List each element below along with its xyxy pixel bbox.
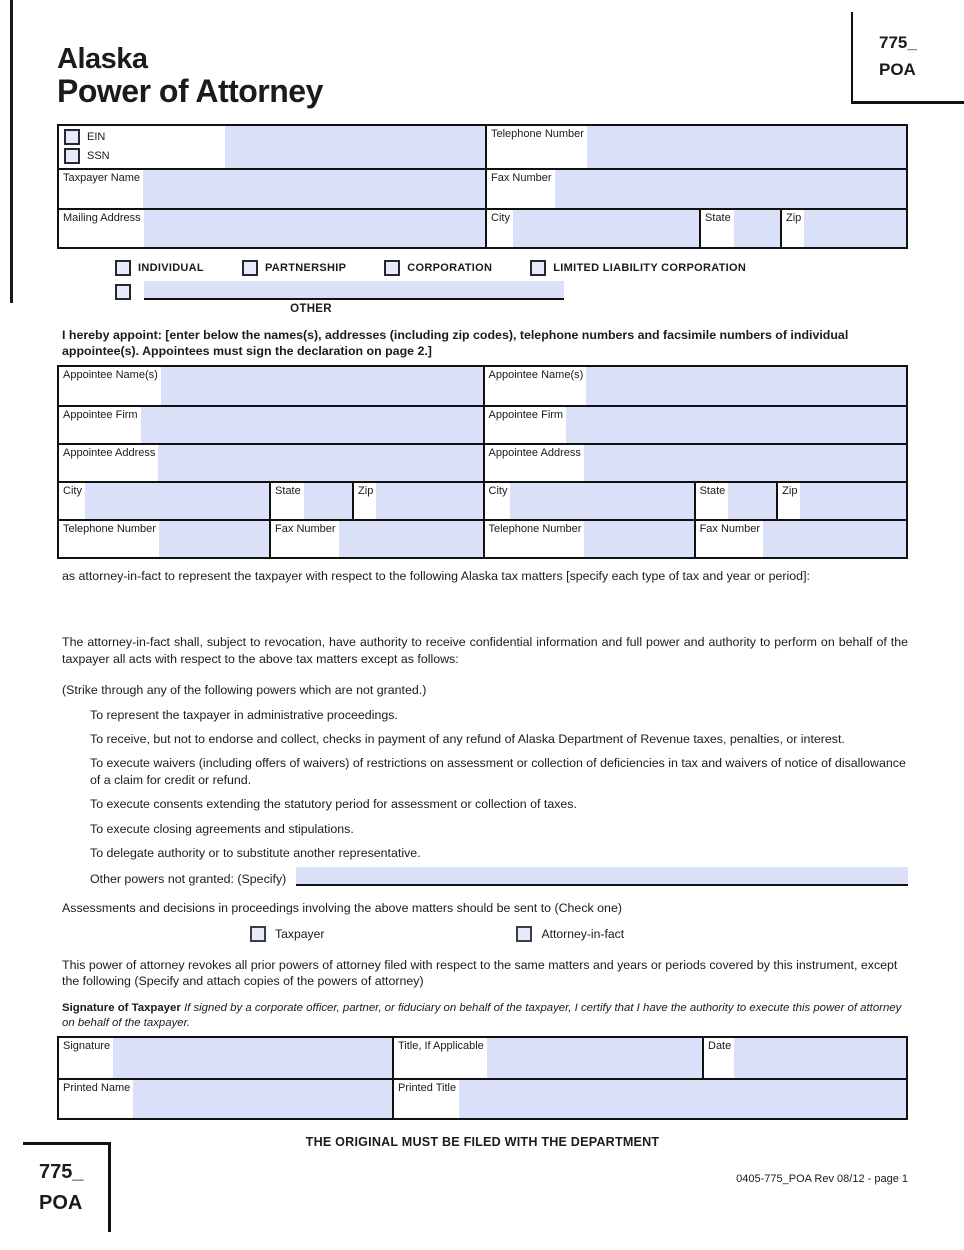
form-code-suffix: POA <box>879 60 916 79</box>
form-code-number: 775_ <box>39 1161 84 1183</box>
appointee2-state-cell <box>694 483 777 519</box>
appointee2-state-input-field[interactable] <box>728 483 776 519</box>
appointee1-firm-cell <box>59 407 483 443</box>
appointee1-address-label: Appointee Address <box>59 445 158 481</box>
signature-heading-italic: If signed by a corporate officer, partner, or fiduciary on behalf of the taxpayer, I certify that I have the authority to execute this power of attorney on behalf of the taxpayer. <box>62 1001 902 1029</box>
appointee2-address-cell <box>485 445 907 481</box>
appointee1-zip-label: Zip <box>354 483 376 519</box>
printed-name-label: Printed Name <box>59 1080 133 1118</box>
printed-title-input-field[interactable] <box>459 1080 906 1118</box>
ssn-checkbox[interactable] <box>64 148 80 164</box>
power-item: To represent the taxpayer in administrative proceedings. <box>90 707 398 722</box>
appointee1-address-input-field[interactable] <box>158 445 482 481</box>
llc-checkbox[interactable] <box>530 260 546 276</box>
appointee2-fax-input-field[interactable] <box>763 521 906 557</box>
revocation-paragraph: This power of attorney revokes all prior powers of attorney filed with respect to the same matters and years or periods covered by this instrument, except the following (Specify and attach copies of the powers of attorney) <box>62 957 898 989</box>
strike-note: (Strike through any of the following powers which are not granted.) <box>62 683 427 698</box>
appointee2-firm-input-field[interactable] <box>566 407 906 443</box>
entity-other-row <box>57 281 908 300</box>
assess-option-attorney <box>516 926 624 942</box>
fax-input-field[interactable] <box>555 170 906 208</box>
original-filing-note: THE ORIGINAL MUST BE FILED WITH THE DEPARTMENT <box>305 1134 660 1149</box>
attorney-fact-line: as attorney-in-fact to represent the taxpayer with respect to the following Alaska tax matters [specify each type of tax and year or period]: <box>62 568 810 583</box>
other-entity-input-field[interactable] <box>144 281 564 300</box>
appointee1-city-label: City <box>59 483 85 519</box>
city-label: City <box>487 210 513 247</box>
assessments-options-row <box>57 926 908 942</box>
appointee2-firm-label: Appointee Firm <box>485 407 567 443</box>
form-content <box>57 0 908 1185</box>
title-label: Title, If Applicable <box>394 1038 487 1078</box>
appointee2-city-label: City <box>485 483 511 519</box>
other-powers-input-field[interactable] <box>296 867 908 886</box>
appointee1-name-label: Appointee Name(s) <box>59 367 161 405</box>
signature-cell <box>59 1038 392 1078</box>
appointee1-telephone-input-field[interactable] <box>159 521 269 557</box>
title-input-field[interactable] <box>487 1038 702 1078</box>
appointee2-address-label: Appointee Address <box>485 445 584 481</box>
appointee-table <box>57 365 908 559</box>
corporation-checkbox[interactable] <box>384 260 400 276</box>
appointee1-city-cell <box>59 483 269 519</box>
appointee1-firm-label: Appointee Firm <box>59 407 141 443</box>
power-item: To delegate authority or to substitute another representative. <box>90 845 421 860</box>
zip-cell <box>780 210 906 247</box>
appoint-intro-paragraph: I hereby appoint: [enter below the names(s), addresses (including zip codes), telephone numbers and facsimile numbers of individual appointee(s). Appointees must sign the declaration on page 2.] <box>62 327 849 359</box>
appointee2-name-input-field[interactable] <box>586 367 906 405</box>
appointee1-zip-cell <box>352 483 482 519</box>
power-item: To execute closing agreements and stipulations. <box>90 821 354 836</box>
signature-heading <box>62 1001 908 1031</box>
ein-ssn-cell <box>59 126 485 168</box>
signature-heading-bold: Signature of Taxpayer <box>62 1001 181 1014</box>
appointee1-zip-input-field[interactable] <box>376 483 482 519</box>
other-label: OTHER <box>290 302 332 315</box>
appointee2-state-label: State <box>696 483 729 519</box>
printed-title-label: Printed Title <box>394 1080 459 1118</box>
individual-checkbox[interactable] <box>115 260 131 276</box>
telephone-label: Telephone Number <box>487 126 587 168</box>
appointee1-fax-input-field[interactable] <box>339 521 483 557</box>
fax-label: Fax Number <box>487 170 555 208</box>
appointee2-name-label: Appointee Name(s) <box>485 367 587 405</box>
appointee1-state-input-field[interactable] <box>304 483 352 519</box>
partnership-checkbox[interactable] <box>242 260 258 276</box>
appointee2-address-input-field[interactable] <box>584 445 906 481</box>
appointee1-name-cell <box>59 367 483 405</box>
printed-name-input-field[interactable] <box>133 1080 392 1118</box>
appointee2-zip-cell <box>776 483 906 519</box>
entity-option-partnership <box>242 260 346 276</box>
title-cell <box>392 1038 702 1078</box>
other-powers-row <box>90 867 908 886</box>
taxpayer-checkbox[interactable] <box>250 926 266 942</box>
appointee2-zip-label: Zip <box>778 483 800 519</box>
taxpayer-info-table <box>57 124 908 249</box>
appointee2-fax-cell <box>694 521 906 557</box>
individual-label: INDIVIDUAL <box>138 261 204 274</box>
appointee2-city-input-field[interactable] <box>510 483 693 519</box>
state-cell <box>699 210 780 247</box>
appointee2-fax-label: Fax Number <box>696 521 764 557</box>
appointee1-telephone-cell <box>59 521 269 557</box>
appointee1-fax-label: Fax Number <box>271 521 339 557</box>
appointee1-firm-input-field[interactable] <box>141 407 483 443</box>
mailing-address-label: Mailing Address <box>59 210 144 247</box>
assess-option-taxpayer <box>250 926 324 942</box>
city-input-field[interactable] <box>513 210 699 247</box>
power-item: To execute consents extending the statutory period for assessment or collection of taxes. <box>90 797 577 812</box>
title-state: Alaska <box>57 43 148 75</box>
power-item: To receive, but not to endorse and collect, checks in payment of any refund of Alaska Department of Revenue taxes, penalties, or interest. <box>90 732 845 746</box>
zip-label: Zip <box>782 210 804 247</box>
city-cell <box>485 210 699 247</box>
appointee1-telephone-label: Telephone Number <box>59 521 159 557</box>
signature-table <box>57 1036 908 1120</box>
attorney-in-fact-checkbox[interactable] <box>516 926 532 942</box>
appointee2-zip-input-field[interactable] <box>800 483 906 519</box>
other-powers-label: Other powers not granted: (Specify) <box>90 872 287 887</box>
entity-option-llc <box>530 260 746 276</box>
form-code-number: 775_ <box>879 33 917 52</box>
appointee1-name-input-field[interactable] <box>161 367 483 405</box>
mailing-address-cell <box>59 210 485 247</box>
state-label: State <box>701 210 734 247</box>
appointee1-fax-cell <box>269 521 482 557</box>
date-cell <box>702 1038 906 1078</box>
appointee-column-1 <box>59 367 483 557</box>
revision-note: 0405-775_POA Rev 08/12 - page 1 <box>736 1172 908 1185</box>
ssn-label: SSN <box>87 149 110 162</box>
signature-label: Signature <box>59 1038 113 1078</box>
taxpayer-option-label: Taxpayer <box>275 926 325 941</box>
other-checkbox[interactable] <box>115 284 131 300</box>
signature-input-field[interactable] <box>113 1038 392 1078</box>
assessments-intro: Assessments and decisions in proceedings involving the above matters should be sent to (Check one) <box>62 901 622 916</box>
appointee1-state-label: State <box>271 483 304 519</box>
powers-list <box>90 707 908 862</box>
authority-paragraph: The attorney-in-fact shall, subject to revocation, have authority to receive confidential information and full power and authority to perform on behalf of the taxpayer all acts with respect to the above tax matters except as follows: <box>62 635 908 666</box>
ein-checkbox[interactable] <box>64 129 80 145</box>
zip-input-field[interactable] <box>804 210 906 247</box>
fax-cell <box>485 170 906 208</box>
form-code-box-bottom <box>23 1142 111 1232</box>
ein-label: EIN <box>87 130 106 143</box>
scan-edge-line <box>10 0 13 303</box>
entity-option-individual <box>115 260 204 276</box>
telephone-cell <box>485 126 906 168</box>
appointee1-state-cell <box>269 483 352 519</box>
appointee2-name-cell <box>485 367 907 405</box>
llc-label: LIMITED LIABILITY CORPORATION <box>553 261 747 274</box>
form-title <box>57 44 908 110</box>
attorney-option-label: Attorney-in-fact <box>541 926 625 941</box>
printed-name-cell <box>59 1080 392 1118</box>
power-item: To execute waivers (including offers of waivers) of restrictions on assessment or collection of deficiencies in tax and waivers of notice of disallowance of a claim for credit or refund. <box>90 756 906 787</box>
title-form-name: Power of Attorney <box>57 73 323 110</box>
appointee2-telephone-label: Telephone Number <box>485 521 585 557</box>
entity-type-row <box>57 260 908 276</box>
appointee2-city-cell <box>485 483 694 519</box>
appointee2-telephone-input-field[interactable] <box>584 521 693 557</box>
appointee2-firm-cell <box>485 407 907 443</box>
entity-option-corporation <box>384 260 492 276</box>
appointee2-telephone-cell <box>485 521 694 557</box>
date-label: Date <box>704 1038 734 1078</box>
date-input-field[interactable] <box>734 1038 906 1078</box>
appointee-column-2 <box>483 367 907 557</box>
partnership-label: PARTNERSHIP <box>264 261 347 274</box>
printed-title-cell <box>392 1080 906 1118</box>
state-input-field[interactable] <box>734 210 780 247</box>
taxpayer-name-input-field[interactable] <box>143 170 485 208</box>
appointee1-address-cell <box>59 445 483 481</box>
telephone-input-field[interactable] <box>587 126 906 168</box>
corporation-label: CORPORATION <box>407 261 493 274</box>
form-code-suffix: POA <box>39 1192 83 1214</box>
appointee1-city-input-field[interactable] <box>85 483 269 519</box>
taxpayer-name-cell <box>59 170 485 208</box>
taxpayer-name-label: Taxpayer Name <box>59 170 143 208</box>
mailing-address-input-field[interactable] <box>144 210 485 247</box>
